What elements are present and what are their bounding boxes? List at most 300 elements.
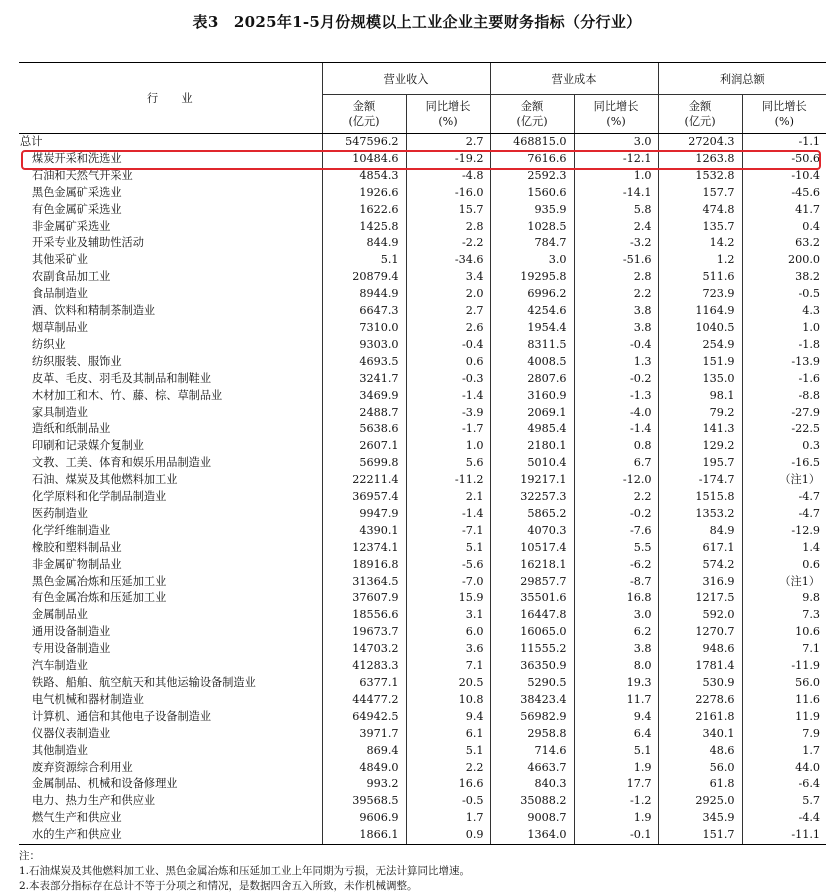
profit-growth-cell: -4.7 xyxy=(742,506,826,523)
profit-growth-cell: 0.6 xyxy=(742,557,826,574)
revenue-amount-cell: 39568.5 xyxy=(322,793,406,810)
industry-name: 石油和天然气开采业 xyxy=(32,168,133,182)
table-row xyxy=(19,219,826,236)
revenue-amount-cell: 4390.1 xyxy=(322,523,406,540)
industry-name: 皮革、毛皮、羽毛及其制品和制鞋业 xyxy=(32,371,212,385)
revenue-growth-cell: -5.6 xyxy=(406,557,490,574)
cost-amount-cell: 784.7 xyxy=(490,235,574,252)
profit-growth-cell: -4.7 xyxy=(742,489,826,506)
revenue-growth-cell: -7.1 xyxy=(406,523,490,540)
industry-name: 有色金属矿采选业 xyxy=(32,202,122,216)
table-row xyxy=(19,590,826,607)
revenue-growth-cell: 15.7 xyxy=(406,202,490,219)
profit-growth-cell: （注1） xyxy=(742,472,826,489)
revenue-amount-cell: 3241.7 xyxy=(322,371,406,388)
table-row xyxy=(19,320,826,337)
revenue-amount-cell: 10484.6 xyxy=(322,151,406,168)
cost-amount-cell: 8311.5 xyxy=(490,337,574,354)
profit-amount-cell: 340.1 xyxy=(658,726,742,743)
industry-name: 其他制造业 xyxy=(32,743,88,757)
cost-amount-cell: 2958.8 xyxy=(490,726,574,743)
table-row xyxy=(19,793,826,810)
profit-amount-cell: 1217.5 xyxy=(658,590,742,607)
cost-growth-cell: 9.4 xyxy=(574,709,658,726)
cost-growth-cell: 19.3 xyxy=(574,675,658,692)
profit-growth-cell: （注1） xyxy=(742,574,826,591)
revenue-amount-cell: 44477.2 xyxy=(322,692,406,709)
revenue-growth-cell: 7.1 xyxy=(406,658,490,675)
profit-amount-cell: 48.6 xyxy=(658,743,742,760)
industry-name: 造纸和纸制品业 xyxy=(32,422,111,436)
table-row xyxy=(19,151,826,168)
table-row xyxy=(19,810,826,827)
revenue-amount-cell: 1866.1 xyxy=(322,827,406,844)
profit-growth-cell: -1.8 xyxy=(742,337,826,354)
cost-growth-cell: 3.8 xyxy=(574,303,658,320)
profit-amount-cell: 2278.6 xyxy=(658,692,742,709)
profit-amount-cell: 254.9 xyxy=(658,337,742,354)
profit-growth-cell: -0.5 xyxy=(742,286,826,303)
revenue-amount-cell: 5638.6 xyxy=(322,421,406,438)
table-row xyxy=(19,557,826,574)
profit-growth-cell: -45.6 xyxy=(742,185,826,202)
cost-amount-cell: 16218.1 xyxy=(490,557,574,574)
table-row xyxy=(19,506,826,523)
industry-name: 计算机、通信和其他电子设备制造业 xyxy=(32,709,212,723)
financial-table xyxy=(19,62,826,845)
revenue-amount-cell: 41283.3 xyxy=(322,658,406,675)
cost-growth-cell: -0.1 xyxy=(574,827,658,844)
table-row xyxy=(19,489,826,506)
cost-growth-cell: -12.0 xyxy=(574,472,658,489)
profit-growth-cell: 200.0 xyxy=(742,252,826,269)
cost-amount-cell: 7616.6 xyxy=(490,151,574,168)
profit-growth-cell: 1.4 xyxy=(742,540,826,557)
footnote-label: 注： xyxy=(19,850,40,862)
industry-name: 铁路、船舶、航空航天和其他运输设备制造业 xyxy=(32,676,256,689)
table-row xyxy=(19,269,826,286)
revenue-amount-cell: 3469.9 xyxy=(322,388,406,405)
cost-growth-cell: 16.8 xyxy=(574,590,658,607)
revenue-growth-cell: 3.6 xyxy=(406,641,490,658)
cost-growth-cell: -0.4 xyxy=(574,337,658,354)
revenue-growth-cell: 5.1 xyxy=(406,540,490,557)
profit-growth-cell: 0.3 xyxy=(742,438,826,455)
cost-growth-cell: -0.2 xyxy=(574,506,658,523)
profit-amount-cell: 195.7 xyxy=(658,455,742,472)
cost-growth-header: 同比增长 (%) xyxy=(574,95,658,134)
cost-growth-cell: 3.8 xyxy=(574,641,658,658)
revenue-amount-cell: 2607.1 xyxy=(322,438,406,455)
industry-name: 医药制造业 xyxy=(32,506,88,520)
cost-amount-cell: 5865.2 xyxy=(490,506,574,523)
profit-growth-cell: 1.7 xyxy=(742,743,826,760)
cost-amount-cell: 38423.4 xyxy=(490,692,574,709)
industry-name: 电气机械和器材制造业 xyxy=(32,692,144,706)
industry-name: 化学纤维制造业 xyxy=(32,523,111,537)
profit-amount-cell: -174.7 xyxy=(658,472,742,489)
cost-growth-cell: -12.1 xyxy=(574,151,658,168)
profit-amount-cell: 592.0 xyxy=(658,607,742,624)
cost-amount-cell: 468815.0 xyxy=(490,134,574,151)
revenue-amount-cell: 5699.8 xyxy=(322,455,406,472)
cost-amount-cell: 5010.4 xyxy=(490,455,574,472)
profit-amount-cell: 345.9 xyxy=(658,810,742,827)
profit-growth-cell: -1.1 xyxy=(742,134,826,151)
profit-amount-cell: 530.9 xyxy=(658,675,742,692)
profit-growth-cell: 1.0 xyxy=(742,320,826,337)
profit-amount-cell: 141.3 xyxy=(658,421,742,438)
table-row xyxy=(19,405,826,422)
cost-growth-cell: -51.6 xyxy=(574,252,658,269)
cost-growth-cell: 6.4 xyxy=(574,726,658,743)
cost-growth-cell: 6.7 xyxy=(574,455,658,472)
industry-name: 印刷和记录媒介复制业 xyxy=(32,439,144,453)
profit-growth-cell: -13.9 xyxy=(742,354,826,371)
cost-amount-cell: 32257.3 xyxy=(490,489,574,506)
revenue-growth-cell: 1.0 xyxy=(406,438,490,455)
cost-amount-cell: 11555.2 xyxy=(490,641,574,658)
cost-growth-cell: -6.2 xyxy=(574,557,658,574)
revenue-growth-cell: 6.1 xyxy=(406,726,490,743)
revenue-growth-cell: -19.2 xyxy=(406,151,490,168)
profit-amount-cell: 1040.5 xyxy=(658,320,742,337)
table-row xyxy=(19,624,826,641)
revenue-amount-cell: 22211.4 xyxy=(322,472,406,489)
revenue-amount-cell: 1622.6 xyxy=(322,202,406,219)
cost-amount-cell: 2180.1 xyxy=(490,438,574,455)
cost-growth-cell: 3.0 xyxy=(574,607,658,624)
revenue-amount-cell: 64942.5 xyxy=(322,709,406,726)
cost-amount-cell: 4985.4 xyxy=(490,421,574,438)
cost-growth-cell: 3.0 xyxy=(574,134,658,151)
cost-header: 营业成本 xyxy=(490,63,658,95)
industry-name: 黑色金属矿采选业 xyxy=(32,185,122,199)
revenue-amount-cell: 3971.7 xyxy=(322,726,406,743)
table-row xyxy=(19,286,826,303)
profit-amount-cell: 1164.9 xyxy=(658,303,742,320)
revenue-amount-cell: 18556.6 xyxy=(322,607,406,624)
revenue-amount-cell: 547596.2 xyxy=(322,134,406,151)
industry-name: 家具制造业 xyxy=(32,405,88,419)
cost-amount-cell: 1364.0 xyxy=(490,827,574,844)
profit-growth-cell: -6.4 xyxy=(742,776,826,793)
cost-growth-cell: 5.1 xyxy=(574,743,658,760)
profit-growth-cell: 7.3 xyxy=(742,607,826,624)
industry-name: 废弃资源综合利用业 xyxy=(32,760,133,774)
table-row xyxy=(19,472,826,489)
revenue-amount-cell: 4849.0 xyxy=(322,760,406,777)
cost-amount-cell: 9008.7 xyxy=(490,810,574,827)
profit-amount-cell: 151.9 xyxy=(658,354,742,371)
cost-growth-cell: 0.8 xyxy=(574,438,658,455)
revenue-amount-cell: 18916.8 xyxy=(322,557,406,574)
profit-growth-cell: -8.8 xyxy=(742,388,826,405)
industry-name: 通用设备制造业 xyxy=(32,625,111,639)
profit-growth-cell: 44.0 xyxy=(742,760,826,777)
industry-name: 黑色金属冶炼和压延加工业 xyxy=(32,574,167,588)
revenue-growth-cell: -0.5 xyxy=(406,793,490,810)
industry-name: 纺织服装、服饰业 xyxy=(32,354,122,368)
table-row xyxy=(19,658,826,675)
profit-growth-cell: -1.6 xyxy=(742,371,826,388)
profit-growth-cell: -10.4 xyxy=(742,168,826,185)
cost-growth-cell: -3.2 xyxy=(574,235,658,252)
cost-amount-cell: 4254.6 xyxy=(490,303,574,320)
industry-name: 燃气生产和供应业 xyxy=(32,811,122,825)
revenue-amount-cell: 993.2 xyxy=(322,776,406,793)
cost-growth-cell: 11.7 xyxy=(574,692,658,709)
profit-amount-cell: 316.9 xyxy=(658,574,742,591)
cost-growth-cell: -0.2 xyxy=(574,371,658,388)
revenue-amount-header: 金额 (亿元) xyxy=(322,95,406,134)
profit-amount-cell: 1263.8 xyxy=(658,151,742,168)
revenue-growth-cell: -4.8 xyxy=(406,168,490,185)
revenue-growth-cell: 2.2 xyxy=(406,760,490,777)
industry-name: 其他采矿业 xyxy=(32,253,88,267)
revenue-amount-cell: 6647.3 xyxy=(322,303,406,320)
cost-growth-cell: -7.6 xyxy=(574,523,658,540)
profit-growth-cell: -27.9 xyxy=(742,405,826,422)
table-body xyxy=(19,134,826,845)
cost-amount-cell: 4008.5 xyxy=(490,354,574,371)
industry-name: 石油、煤炭及其他燃料加工业 xyxy=(32,473,178,487)
revenue-amount-cell: 2488.7 xyxy=(322,405,406,422)
industry-name: 仪器仪表制造业 xyxy=(32,726,111,740)
profit-amount-cell: 27204.3 xyxy=(658,134,742,151)
profit-amount-cell: 56.0 xyxy=(658,760,742,777)
table-row xyxy=(19,540,826,557)
revenue-amount-cell: 1425.8 xyxy=(322,219,406,236)
cost-growth-cell: 5.8 xyxy=(574,202,658,219)
industry-name: 橡胶和塑料制品业 xyxy=(32,540,122,554)
cost-growth-cell: 1.3 xyxy=(574,354,658,371)
revenue-growth-cell: -1.7 xyxy=(406,421,490,438)
profit-amount-header: 金额 (亿元) xyxy=(658,95,742,134)
industry-name: 电力、热力生产和供应业 xyxy=(32,794,156,808)
cost-amount-cell: 3160.9 xyxy=(490,388,574,405)
table-row xyxy=(19,726,826,743)
industry-name: 文教、工美、体育和娱乐用品制造业 xyxy=(32,456,212,470)
revenue-amount-cell: 20879.4 xyxy=(322,269,406,286)
industry-name: 木材加工和木、竹、藤、棕、草制品业 xyxy=(32,388,223,402)
revenue-amount-cell: 9303.0 xyxy=(322,337,406,354)
revenue-growth-cell: 2.0 xyxy=(406,286,490,303)
revenue-growth-cell: 20.5 xyxy=(406,675,490,692)
revenue-growth-cell: -34.6 xyxy=(406,252,490,269)
table-row xyxy=(19,202,826,219)
cost-amount-cell: 16065.0 xyxy=(490,624,574,641)
revenue-amount-cell: 7310.0 xyxy=(322,320,406,337)
industry-name: 食品制造业 xyxy=(32,287,88,301)
profit-header: 利润总额 xyxy=(658,63,826,95)
cost-growth-cell: 2.8 xyxy=(574,269,658,286)
cost-growth-cell: -1.3 xyxy=(574,388,658,405)
industry-name: 有色金属冶炼和压延加工业 xyxy=(32,591,167,605)
revenue-growth-cell: -11.2 xyxy=(406,472,490,489)
cost-amount-cell: 1954.4 xyxy=(490,320,574,337)
profit-growth-cell: -16.5 xyxy=(742,455,826,472)
cost-growth-cell: 3.8 xyxy=(574,320,658,337)
revenue-amount-cell: 14703.2 xyxy=(322,641,406,658)
profit-growth-cell: -11.1 xyxy=(742,827,826,844)
revenue-growth-cell: 0.6 xyxy=(406,354,490,371)
cost-amount-cell: 56982.9 xyxy=(490,709,574,726)
table-row xyxy=(19,607,826,624)
cost-amount-header: 金额 (亿元) xyxy=(490,95,574,134)
profit-amount-cell: 157.7 xyxy=(658,185,742,202)
table-row xyxy=(19,337,826,354)
cost-amount-cell: 2592.3 xyxy=(490,168,574,185)
table-row xyxy=(19,235,826,252)
industry-name: 非金属矿采选业 xyxy=(32,219,111,233)
table-row xyxy=(19,438,826,455)
industry-name: 酒、饮料和精制茶制造业 xyxy=(32,304,156,318)
revenue-growth-cell: 2.7 xyxy=(406,303,490,320)
profit-amount-cell: 1781.4 xyxy=(658,658,742,675)
cost-amount-cell: 840.3 xyxy=(490,776,574,793)
profit-amount-cell: 723.9 xyxy=(658,286,742,303)
table-row xyxy=(19,827,826,844)
cost-amount-cell: 2807.6 xyxy=(490,371,574,388)
revenue-amount-cell: 869.4 xyxy=(322,743,406,760)
profit-amount-cell: 1515.8 xyxy=(658,489,742,506)
revenue-amount-cell: 19673.7 xyxy=(322,624,406,641)
cost-amount-cell: 2069.1 xyxy=(490,405,574,422)
table-row xyxy=(19,185,826,202)
profit-amount-cell: 98.1 xyxy=(658,388,742,405)
profit-amount-cell: 151.7 xyxy=(658,827,742,844)
profit-growth-cell: 10.6 xyxy=(742,624,826,641)
table-row xyxy=(19,574,826,591)
revenue-amount-cell: 9606.9 xyxy=(322,810,406,827)
cost-growth-cell: -4.0 xyxy=(574,405,658,422)
table-row xyxy=(19,421,826,438)
cost-amount-cell: 35501.6 xyxy=(490,590,574,607)
cost-amount-cell: 16447.8 xyxy=(490,607,574,624)
revenue-growth-cell: -3.9 xyxy=(406,405,490,422)
cost-growth-cell: -8.7 xyxy=(574,574,658,591)
profit-amount-cell: 574.2 xyxy=(658,557,742,574)
revenue-header: 营业收入 xyxy=(322,63,490,95)
cost-growth-cell: -14.1 xyxy=(574,185,658,202)
revenue-growth-cell: 10.8 xyxy=(406,692,490,709)
profit-amount-cell: 14.2 xyxy=(658,235,742,252)
profit-amount-cell: 1532.8 xyxy=(658,168,742,185)
cost-amount-cell: 3.0 xyxy=(490,252,574,269)
profit-growth-header: 同比增长 (%) xyxy=(742,95,826,134)
industry-header: 行 业 xyxy=(19,63,322,134)
industry-name: 水的生产和供应业 xyxy=(19,827,322,844)
revenue-growth-cell: 1.7 xyxy=(406,810,490,827)
table-row xyxy=(19,675,826,692)
table-row xyxy=(19,168,826,185)
cost-growth-cell: 2.2 xyxy=(574,489,658,506)
profit-growth-cell: 11.9 xyxy=(742,709,826,726)
table-row xyxy=(19,776,826,793)
industry-name: 汽车制造业 xyxy=(32,659,88,673)
profit-amount-cell: 129.2 xyxy=(658,438,742,455)
revenue-amount-cell: 12374.1 xyxy=(322,540,406,557)
cost-amount-cell: 29857.7 xyxy=(490,574,574,591)
table-row xyxy=(19,760,826,777)
cost-growth-cell: 1.9 xyxy=(574,760,658,777)
profit-growth-cell: 56.0 xyxy=(742,675,826,692)
cost-growth-cell: 5.5 xyxy=(574,540,658,557)
industry-name: 烟草制品业 xyxy=(32,320,88,334)
cost-growth-cell: 17.7 xyxy=(574,776,658,793)
revenue-amount-cell: 8944.9 xyxy=(322,286,406,303)
revenue-amount-cell: 844.9 xyxy=(322,235,406,252)
industry-name: 煤炭开采和洗选业 xyxy=(32,151,122,165)
revenue-growth-cell: 2.1 xyxy=(406,489,490,506)
table-row xyxy=(19,252,826,269)
revenue-growth-cell: -0.3 xyxy=(406,371,490,388)
footnotes xyxy=(19,849,470,894)
profit-growth-cell: 41.7 xyxy=(742,202,826,219)
profit-growth-cell: 7.1 xyxy=(742,641,826,658)
cost-growth-cell: 1.0 xyxy=(574,168,658,185)
profit-amount-cell: 511.6 xyxy=(658,269,742,286)
revenue-amount-cell: 37607.9 xyxy=(322,590,406,607)
profit-growth-cell: -50.6 xyxy=(742,151,826,168)
table-row xyxy=(19,523,826,540)
table-row xyxy=(19,709,826,726)
cost-amount-cell: 10517.4 xyxy=(490,540,574,557)
cost-growth-cell: -1.2 xyxy=(574,793,658,810)
profit-growth-cell: 5.7 xyxy=(742,793,826,810)
revenue-amount-cell: 31364.5 xyxy=(322,574,406,591)
cost-growth-cell: 8.0 xyxy=(574,658,658,675)
total-row xyxy=(19,134,826,151)
revenue-growth-cell: -1.4 xyxy=(406,506,490,523)
profit-growth-cell: 4.3 xyxy=(742,303,826,320)
profit-growth-cell: 63.2 xyxy=(742,235,826,252)
revenue-growth-cell: 16.6 xyxy=(406,776,490,793)
revenue-amount-cell: 9947.9 xyxy=(322,506,406,523)
profit-growth-cell: -12.9 xyxy=(742,523,826,540)
industry-name: 非金属矿物制品业 xyxy=(32,557,122,571)
revenue-growth-cell: -7.0 xyxy=(406,574,490,591)
footnote-1: 1.石油煤炭及其他燃料加工业、黑色金属冶炼和压延加工业上年同期为亏损，无法计算同比增速。 xyxy=(19,865,471,877)
revenue-amount-cell: 4854.3 xyxy=(322,168,406,185)
revenue-amount-cell: 6377.1 xyxy=(322,675,406,692)
cost-amount-cell: 1028.5 xyxy=(490,219,574,236)
profit-amount-cell: 474.8 xyxy=(658,202,742,219)
cost-amount-cell: 35088.2 xyxy=(490,793,574,810)
table-row xyxy=(19,303,826,320)
profit-growth-cell: 9.8 xyxy=(742,590,826,607)
profit-amount-cell: 135.7 xyxy=(658,219,742,236)
revenue-growth-cell: -1.4 xyxy=(406,388,490,405)
cost-growth-cell: 2.2 xyxy=(574,286,658,303)
industry-name: 农副食品加工业 xyxy=(32,270,111,284)
revenue-growth-cell: 0.9 xyxy=(406,827,490,844)
revenue-growth-cell: 5.6 xyxy=(406,455,490,472)
revenue-amount-cell: 36957.4 xyxy=(322,489,406,506)
table-row xyxy=(19,743,826,760)
revenue-growth-cell: -0.4 xyxy=(406,337,490,354)
table-row xyxy=(19,371,826,388)
cost-amount-cell: 19217.1 xyxy=(490,472,574,489)
table-row xyxy=(19,455,826,472)
cost-amount-cell: 1560.6 xyxy=(490,185,574,202)
industry-name: 化学原料和化学制品制造业 xyxy=(32,490,167,504)
profit-amount-cell: 79.2 xyxy=(658,405,742,422)
profit-growth-cell: 38.2 xyxy=(742,269,826,286)
profit-amount-cell: 948.6 xyxy=(658,641,742,658)
cost-amount-cell: 714.6 xyxy=(490,743,574,760)
